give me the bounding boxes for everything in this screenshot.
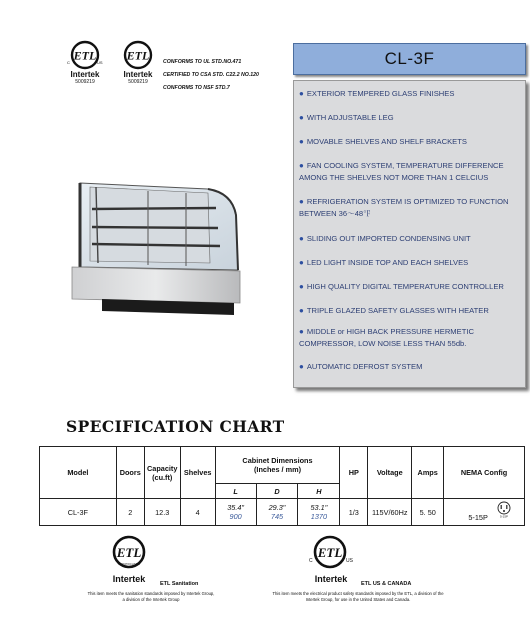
cell-depth bbox=[256, 499, 298, 526]
height-mm: 1370 bbox=[310, 512, 328, 521]
dimensions-units: (Inches / mm) bbox=[253, 465, 302, 474]
feature-item: ● FAN COOLING SYSTEM, TEMPERATURE DIFFERENCE AMONG THE SHELVES NOT MORE THAN 1 CELCIUS bbox=[299, 161, 504, 182]
svg-text:C: C bbox=[309, 558, 313, 564]
spec-table bbox=[39, 446, 525, 526]
footer-right-brand: Intertek bbox=[314, 574, 348, 584]
svg-text:SANITATION LISTED: SANITATION LISTED bbox=[117, 564, 141, 566]
col-nema: NEMA Config bbox=[444, 447, 525, 499]
cert-number-1: 5009219 bbox=[75, 79, 95, 85]
conformance-line-csa: CERTIFIED TO CSA STD. C22.2 NO.120 bbox=[163, 72, 259, 78]
conformance-line-nsf: CONFORMS TO NSF STD.7 bbox=[163, 85, 230, 91]
col-capacity: Capacity (cu.ft) bbox=[144, 447, 180, 499]
svg-text:ETL: ETL bbox=[126, 48, 150, 63]
bullet-icon: ● bbox=[299, 197, 304, 206]
bullet-icon: ● bbox=[299, 362, 304, 371]
spec-chart-title: SPECIFICATION CHART bbox=[66, 417, 285, 436]
svg-text:ETL: ETL bbox=[317, 545, 343, 560]
cell-shelves: 4 bbox=[180, 499, 215, 526]
cell-doors: 2 bbox=[116, 499, 144, 526]
bullet-icon: ● bbox=[299, 282, 304, 291]
bullet-icon: ● bbox=[299, 161, 304, 170]
height-inches: 53.1" bbox=[310, 503, 328, 512]
feature-item: ● MIDDLE or HIGH BACK PRESSURE HERMETIC COMPRESSOR, LOW NOISE LESS THAN 55db. bbox=[299, 327, 474, 348]
product-photo bbox=[68, 175, 248, 330]
etl-logo-sanitation bbox=[119, 40, 157, 86]
length-inches: 35.4" bbox=[227, 503, 245, 512]
col-amps: Amps bbox=[412, 447, 444, 499]
dim-label-d: D bbox=[256, 484, 298, 499]
feature-item: ● TRIPLE GLAZED SAFETY GLASSES WITH HEATER bbox=[299, 306, 489, 315]
nema-value: 5-15P bbox=[468, 512, 488, 522]
svg-text:ETL: ETL bbox=[116, 545, 142, 560]
cell-length bbox=[215, 499, 256, 526]
feature-item: ● SLIDING OUT IMPORTED CONDENSING UNIT bbox=[299, 234, 471, 243]
etl-logo-us bbox=[66, 40, 104, 86]
dimensions-title: Cabinet Dimensions bbox=[242, 456, 313, 465]
etl-listed-icon bbox=[306, 535, 356, 569]
footer-left-brand: Intertek bbox=[112, 574, 146, 584]
cell-capacity: 12.3 bbox=[144, 499, 180, 526]
cert-brand-2: Intertek bbox=[123, 70, 153, 79]
feature-item: ● LED LIGHT INSIDE TOP AND EACH SHELVES bbox=[299, 258, 469, 267]
footer-right-label: ETL US & CANADA bbox=[361, 581, 412, 587]
length-mm: 900 bbox=[229, 512, 242, 521]
footer-right-text: This item meets the electrical product safety standards imposed by the ETL, a division of the Intertek Group, for use in the United States and Canada. bbox=[272, 591, 444, 602]
col-hp: HP bbox=[340, 447, 368, 499]
etl-sanitation-icon bbox=[119, 40, 157, 70]
cert-brand-1: Intertek bbox=[70, 70, 100, 79]
feature-item: ● REFRIGERATION SYSTEM IS OPTIMIZED TO FUNCTION BETWEEN 36～48℉ bbox=[299, 197, 509, 218]
depth-inches: 29.3" bbox=[268, 503, 286, 512]
cell-amps: 5. 50 bbox=[412, 499, 444, 526]
feature-list bbox=[293, 80, 526, 388]
etl-listed-icon bbox=[66, 40, 104, 70]
footer-left-label: ETL Sanitation bbox=[160, 581, 199, 587]
svg-text:ETL: ETL bbox=[73, 48, 97, 63]
feature-item: ● WITH ADJUSTABLE LEG bbox=[299, 113, 394, 122]
footer-left-text: This item meets the sanitation standards imposed by Intertek Group, a division of the Intertek Group bbox=[87, 591, 215, 602]
spec-header-row bbox=[40, 447, 525, 484]
table-row bbox=[40, 499, 525, 526]
feature-item: ● AUTOMATIC DEFROST SYSTEM bbox=[299, 362, 423, 371]
footer-etl-sanitation-logo bbox=[107, 535, 151, 584]
cell-hp: 1/3 bbox=[340, 499, 368, 526]
dim-label-h: H bbox=[298, 484, 340, 499]
etl-sanitation-icon bbox=[110, 535, 148, 569]
svg-text:5-15P: 5-15P bbox=[499, 514, 509, 518]
feature-item: ● HIGH QUALITY DIGITAL TEMPERATURE CONTROLLER bbox=[299, 282, 504, 291]
cell-nema bbox=[444, 499, 525, 526]
col-model: Model bbox=[40, 447, 117, 499]
cell-voltage: 115V/60Hz bbox=[368, 499, 412, 526]
cert-number-2: 5009219 bbox=[128, 79, 148, 85]
bullet-icon: ● bbox=[299, 306, 304, 315]
bullet-icon: ● bbox=[299, 327, 304, 336]
conformance-line-ul: CONFORMS TO UL STD.NO.471 bbox=[163, 59, 242, 65]
feature-item: ● MOVABLE SHELVES AND SHELF BRACKETS bbox=[299, 137, 467, 146]
depth-mm: 745 bbox=[270, 512, 284, 521]
nema-plug-icon bbox=[496, 501, 512, 518]
col-shelves: Shelves bbox=[180, 447, 215, 499]
footer-etl-us-canada-logo bbox=[306, 535, 356, 584]
conformance-lines bbox=[163, 56, 259, 95]
svg-text:C: C bbox=[67, 60, 70, 65]
svg-text:US: US bbox=[346, 558, 353, 564]
bullet-icon: ● bbox=[299, 137, 304, 146]
cell-model: CL-3F bbox=[40, 499, 117, 526]
col-voltage: Voltage bbox=[368, 447, 412, 499]
bullet-icon: ● bbox=[299, 89, 304, 98]
svg-text:US: US bbox=[97, 60, 103, 65]
bullet-icon: ● bbox=[299, 234, 304, 243]
feature-item: ● EXTERIOR TEMPERED GLASS FINISHES bbox=[299, 89, 455, 98]
col-cabinet-dimensions bbox=[215, 447, 340, 484]
model-header bbox=[293, 43, 526, 75]
cell-height bbox=[298, 499, 340, 526]
dim-label-l: L bbox=[215, 484, 256, 499]
bullet-icon: ● bbox=[299, 258, 304, 267]
bullet-icon: ● bbox=[299, 113, 304, 122]
col-doors: Doors bbox=[116, 447, 144, 499]
model-name: CL-3F bbox=[384, 49, 435, 68]
